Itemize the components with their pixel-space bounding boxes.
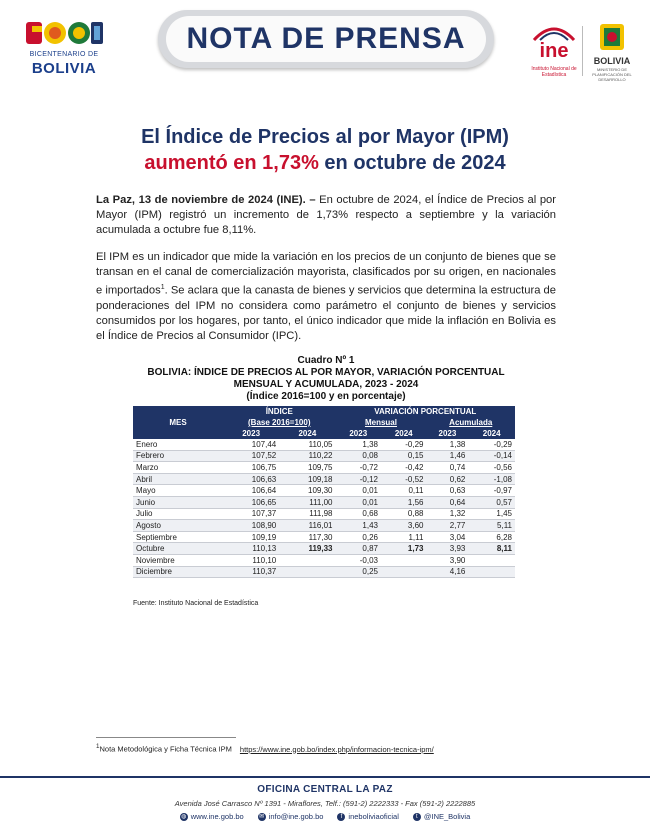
footer-facebook-text: ineboliviaoficial xyxy=(348,812,399,821)
table-row xyxy=(133,566,515,578)
value-cell: 111,98 xyxy=(279,508,335,520)
footnote-mark: 1 xyxy=(96,743,100,750)
bicentenario-logo xyxy=(14,18,106,80)
value-cell: -0,97 xyxy=(468,485,515,497)
header-year: 2023 xyxy=(223,428,279,439)
value-cell: 1,38 xyxy=(426,439,468,450)
header-year: 2024 xyxy=(279,428,335,439)
coat-of-arms-icon xyxy=(583,22,641,54)
value-cell: 106,65 xyxy=(223,496,279,508)
table-row xyxy=(133,508,515,520)
value-cell: 119,33 xyxy=(279,543,335,555)
paragraph-1 xyxy=(96,193,556,238)
table-row xyxy=(133,450,515,462)
dateline: La Paz, 13 de noviembre de 2024 (INE). – xyxy=(96,194,316,206)
month-cell: Enero xyxy=(133,439,223,450)
value-cell: -0,52 xyxy=(381,473,426,485)
globe-icon: ◍ xyxy=(181,813,187,820)
month-cell: Abril xyxy=(133,473,223,485)
value-cell xyxy=(279,566,335,578)
value-cell: 3,93 xyxy=(426,543,468,555)
header xyxy=(0,0,650,100)
value-cell: 0,26 xyxy=(336,531,381,543)
footer-facebook[interactable] xyxy=(337,812,398,821)
footer-email-text: info@ine.gob.bo xyxy=(268,812,324,821)
value-cell: 109,30 xyxy=(279,485,335,497)
value-cell: 0,01 xyxy=(336,496,381,508)
value-cell: 1,32 xyxy=(426,508,468,520)
value-cell: -0,56 xyxy=(468,462,515,474)
footer-address: Avenida José Carrasco Nº 1391 - Miraflores, Telf.: (591-2) 2222333 - Fax (591-2) 2222885 xyxy=(174,799,476,808)
month-cell: Junio xyxy=(133,496,223,508)
headline-line1: El Índice de Precios al por Mayor (IPM) xyxy=(141,126,509,148)
footer-web[interactable] xyxy=(180,812,244,821)
value-cell: 0,15 xyxy=(381,450,426,462)
month-cell: Octubre xyxy=(133,543,223,555)
value-cell: 116,01 xyxy=(279,520,335,532)
value-cell: -0,29 xyxy=(381,439,426,450)
value-cell: 4,16 xyxy=(426,566,468,578)
footer-email[interactable] xyxy=(258,812,324,821)
ine-sub: Instituto Nacional de Estadística xyxy=(531,66,577,78)
bicentenario-sub: BICENTENARIO DE xyxy=(29,51,99,58)
value-cell: 0,64 xyxy=(426,496,468,508)
value-cell: 0,88 xyxy=(381,508,426,520)
value-cell xyxy=(468,554,515,566)
table-row xyxy=(133,473,515,485)
month-cell: Mayo xyxy=(133,485,223,497)
ine-label: ine xyxy=(539,40,569,62)
table-row xyxy=(133,485,515,497)
value-cell: 1,56 xyxy=(381,496,426,508)
value-cell: 107,44 xyxy=(223,439,279,450)
paragraph-1-text: En octubre de 2024, el Índice de Precios al por Mayor (IPM) registró un incremento de 1,73% respecto a septiembre y la variación acumulada a octubre fue 8,11%. xyxy=(96,194,556,236)
value-cell: 106,63 xyxy=(223,473,279,485)
headline-rest: en octubre de 2024 xyxy=(318,152,506,174)
value-cell xyxy=(381,566,426,578)
value-cell: 3,04 xyxy=(426,531,468,543)
value-cell: 1,38 xyxy=(336,439,381,450)
month-cell: Noviembre xyxy=(133,554,223,566)
value-cell: 110,37 xyxy=(223,566,279,578)
value-cell: 111,00 xyxy=(279,496,335,508)
header-variacion: VARIACIÓN PORCENTUAL xyxy=(336,406,516,417)
footnote-divider xyxy=(96,737,236,738)
value-cell: 0,01 xyxy=(336,485,381,497)
header-base: (Base 2016=100) xyxy=(223,417,336,428)
table-row xyxy=(133,520,515,532)
paragraph-2-text-a: El IPM es un indicador que mide la variación en los precios de un conjunto de bienes que se transan en el canal de comercialización mayorista, clasificados por su origen, en nacionales e importados xyxy=(96,251,556,297)
value-cell: -0,72 xyxy=(336,462,381,474)
value-cell: 0,57 xyxy=(468,496,515,508)
value-cell: 110,22 xyxy=(279,450,335,462)
month-cell: Febrero xyxy=(133,450,223,462)
value-cell: 0,25 xyxy=(336,566,381,578)
table-row xyxy=(133,554,515,566)
footnote-ref[interactable]: 1 xyxy=(160,284,165,291)
month-cell: Agosto xyxy=(133,520,223,532)
value-cell: 109,18 xyxy=(279,473,335,485)
value-cell: 1,43 xyxy=(336,520,381,532)
table-row xyxy=(133,543,515,555)
footer-links xyxy=(0,812,650,821)
government-logo xyxy=(583,22,641,88)
bicentenario-main: BOLIVIA xyxy=(31,60,97,77)
value-cell: 3,60 xyxy=(381,520,426,532)
value-cell: 2,77 xyxy=(426,520,468,532)
value-cell: 0,68 xyxy=(336,508,381,520)
month-cell: Marzo xyxy=(133,462,223,474)
headline-line2 xyxy=(0,152,650,175)
facebook-icon: f xyxy=(337,813,345,821)
header-acumulada: Acumulada xyxy=(426,417,515,428)
value-cell: 0,08 xyxy=(336,450,381,462)
value-cell xyxy=(279,554,335,566)
table-title-2: MENSUAL Y ACUMULADA, 2023 - 2024 xyxy=(233,379,419,390)
value-cell: 106,64 xyxy=(223,485,279,497)
footnote-text: Nota Metodológica y Ficha Técnica IPM xyxy=(99,744,232,754)
press-banner xyxy=(158,10,494,68)
value-cell: 107,52 xyxy=(223,450,279,462)
value-cell: 0,87 xyxy=(336,543,381,555)
month-cell: Septiembre xyxy=(133,531,223,543)
footer-web-text: www.ine.gob.bo xyxy=(190,812,244,821)
value-cell xyxy=(468,566,515,578)
value-cell: 0,63 xyxy=(426,485,468,497)
table-row xyxy=(133,462,515,474)
table-body xyxy=(133,439,515,578)
table-caption xyxy=(96,355,556,403)
value-cell: 109,75 xyxy=(279,462,335,474)
value-cell xyxy=(381,554,426,566)
header-indice: ÍNDICE xyxy=(223,406,336,417)
value-cell: 0,62 xyxy=(426,473,468,485)
value-cell: 117,30 xyxy=(279,531,335,543)
value-cell: 1,46 xyxy=(426,450,468,462)
ipm-table xyxy=(133,406,515,578)
value-cell: 8,11 xyxy=(468,543,515,555)
table-source: Fuente: Instituto Nacional de Estadística xyxy=(133,600,259,607)
header-mes: MES xyxy=(133,406,223,439)
table-row xyxy=(133,496,515,508)
value-cell: 110,13 xyxy=(223,543,279,555)
footnote xyxy=(96,743,434,754)
twitter-icon: t xyxy=(413,813,421,821)
table-title-1: BOLIVIA: ÍNDICE DE PRECIOS AL POR MAYOR, VARIACIÓN PORCENTUAL xyxy=(147,367,505,378)
value-cell: 110,05 xyxy=(279,439,335,450)
mail-icon: ✉ xyxy=(259,813,265,820)
value-cell: 0,11 xyxy=(381,485,426,497)
table-row xyxy=(133,439,515,450)
header-year: 2024 xyxy=(381,428,426,439)
cuadro-number: Cuadro Nº 1 xyxy=(297,355,355,366)
value-cell: 109,19 xyxy=(223,531,279,543)
value-cell: -1,08 xyxy=(468,473,515,485)
value-cell: 0,74 xyxy=(426,462,468,474)
paragraph-2-text-b: . Se aclara que la canasta de bienes y servicios que determina la estructura de ponderaciones del IPM no considera como parámetro el conjunto de bienes y servicios consumidos por los hogares, por tanto, el único indicador que mide la inflación en Bolivia es el Índice de Precios al Consumidor (IPC). xyxy=(96,284,556,342)
value-cell: -0,29 xyxy=(468,439,515,450)
footer-divider xyxy=(0,776,650,778)
value-cell: 6,28 xyxy=(468,531,515,543)
footnote-link[interactable]: https://www.ine.gob.bo/index.php/informacion-tecnica-ipm/ xyxy=(239,744,434,754)
value-cell: 1,11 xyxy=(381,531,426,543)
value-cell: 107,37 xyxy=(223,508,279,520)
value-cell: -0,14 xyxy=(468,450,515,462)
header-year: 2024 xyxy=(468,428,515,439)
value-cell: 1,45 xyxy=(468,508,515,520)
value-cell: 110,10 xyxy=(223,554,279,566)
month-cell: Julio xyxy=(133,508,223,520)
paragraph-2 xyxy=(96,250,556,344)
value-cell: -0,42 xyxy=(381,462,426,474)
headline-highlight: aumentó en 1,73% xyxy=(144,152,319,174)
value-cell: 108,90 xyxy=(223,520,279,532)
month-cell: Diciembre xyxy=(133,566,223,578)
table-row xyxy=(133,531,515,543)
value-cell: 3,90 xyxy=(426,554,468,566)
banner-title: NOTA DE PRENSA xyxy=(186,22,466,55)
ine-logo xyxy=(528,24,580,90)
bicentenario-emblem-icon xyxy=(24,18,104,48)
value-cell: 5,11 xyxy=(468,520,515,532)
value-cell: -0,12 xyxy=(336,473,381,485)
gov-label: BOLIVIA xyxy=(593,56,631,66)
header-year: 2023 xyxy=(336,428,381,439)
footer-twitter[interactable] xyxy=(413,812,470,821)
gov-sub: MINISTERIO DE PLANIFICACIÓN DEL DESARROLLO xyxy=(592,67,632,82)
header-year: 2023 xyxy=(426,428,468,439)
table-title-3: (Índice 2016=100 y en porcentaje) xyxy=(246,391,406,402)
footer-twitter-text: @INE_Bolivia xyxy=(423,812,471,821)
value-cell: -0,03 xyxy=(336,554,381,566)
value-cell: 106,75 xyxy=(223,462,279,474)
header-mensual: Mensual xyxy=(336,417,427,428)
value-cell: 1,73 xyxy=(381,543,426,555)
footer-office: OFICINA CENTRAL LA PAZ xyxy=(257,784,393,795)
